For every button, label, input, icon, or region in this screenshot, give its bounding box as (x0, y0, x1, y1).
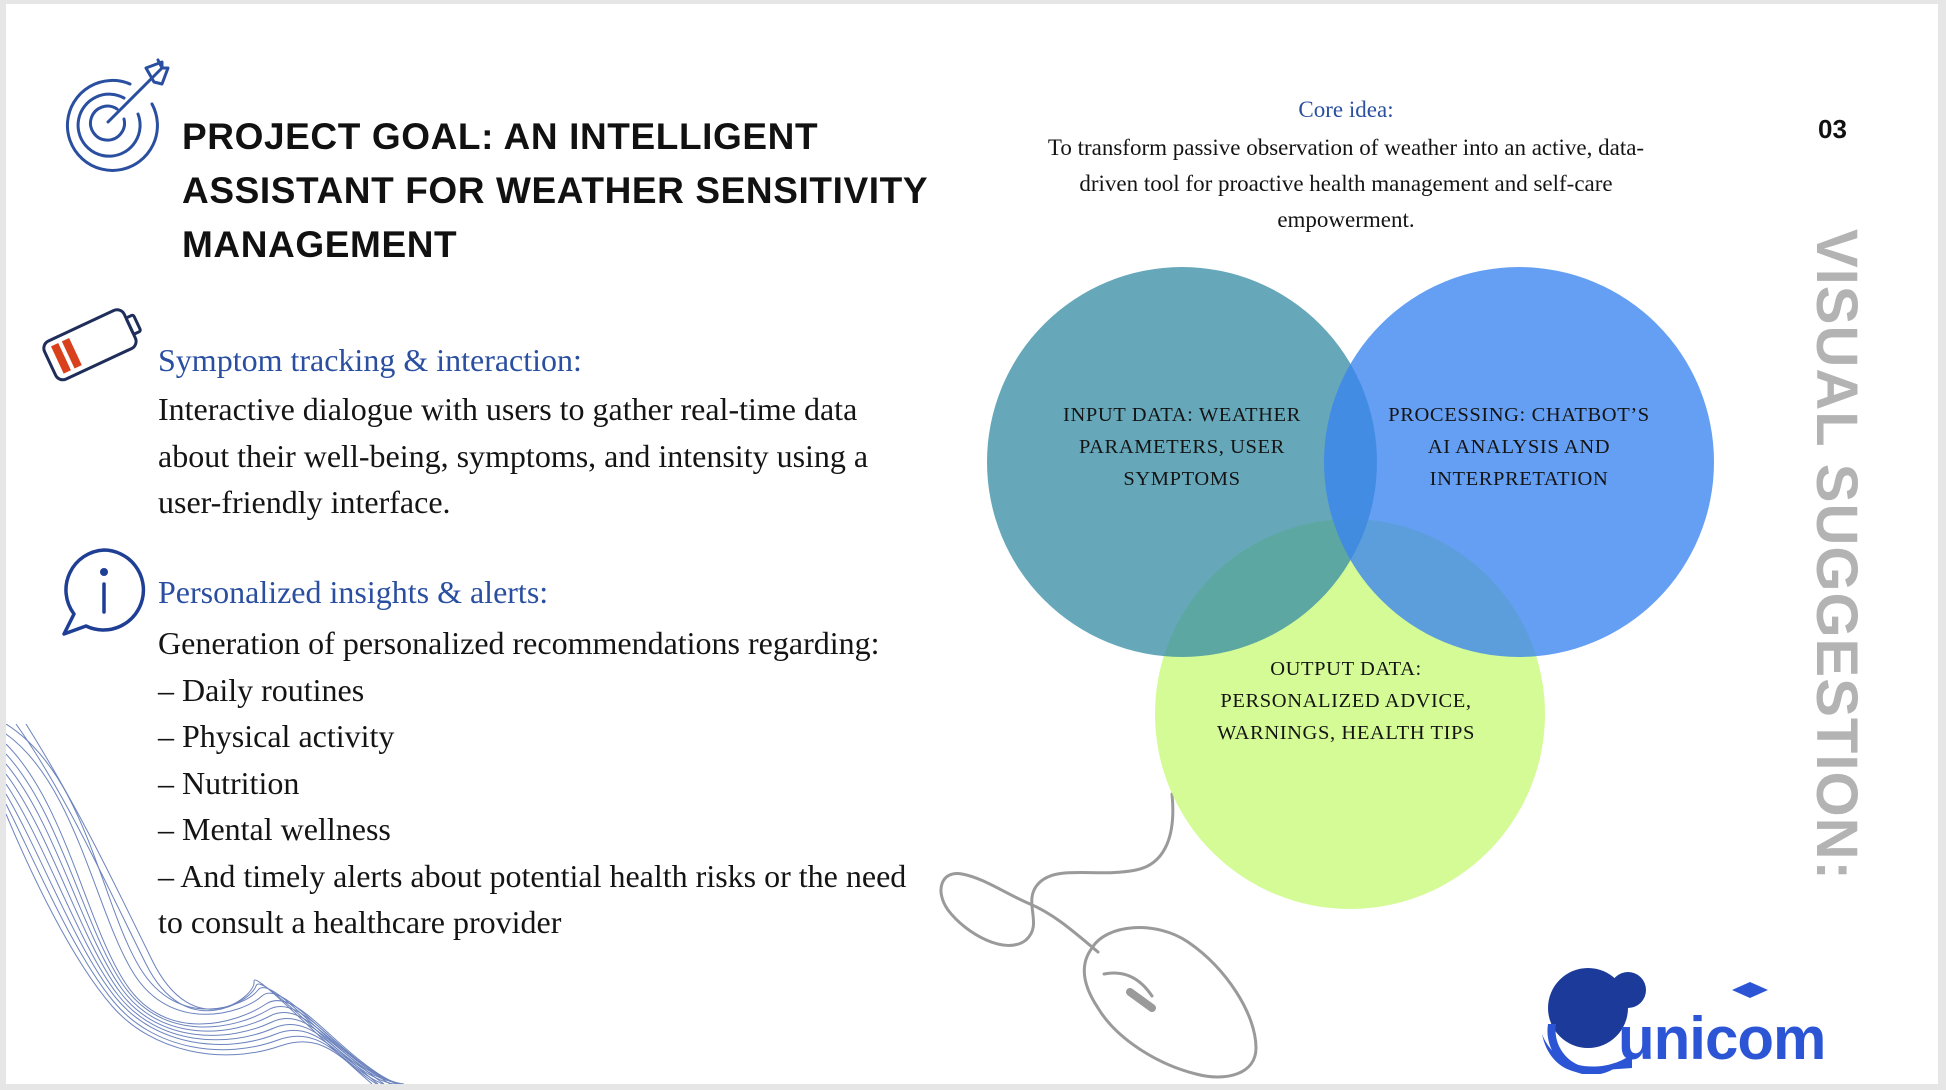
list-item: – And timely alerts about potential health risks or the need to consult a healthcare provider (158, 857, 907, 940)
battery-icon (34, 294, 154, 394)
core-idea-text: To transform passive observation of weather into an active, data-driven tool for proactive health management and self-care empowerment. (1047, 135, 1645, 232)
list-item: – Daily routines (158, 671, 365, 708)
venn-label-processing: PROCESSING: CHATBOT’S AI ANALYSIS AND INTERPRETATION (1388, 404, 1650, 490)
section-heading-personalized-insights: Personalized insights & alerts: (158, 574, 549, 610)
core-idea (1036, 94, 1656, 238)
section-body-symptom-tracking: Interactive dialogue with users to gather real-time data about their well-being, symptoms, and intensity using a user-friendly interface. (158, 391, 869, 520)
target-icon (58, 56, 178, 174)
list-item: – Mental wellness (158, 811, 391, 847)
venn-diagram (966, 254, 1726, 954)
page-number: 03 (1818, 114, 1847, 144)
list-item: – Physical activity (158, 718, 395, 754)
section-heading-symptom-tracking: Symptom tracking & interaction: (158, 342, 582, 378)
insights-intro: Generation of personalized recommendations regarding: (158, 625, 880, 661)
slide (6, 4, 1938, 1084)
visual-suggestion-label: VISUAL SUGGESTION: (1804, 229, 1869, 881)
core-idea-title: Core idea: (1298, 97, 1394, 122)
info-icon (56, 544, 152, 644)
venn-label-output: OUTPUT DATA: PERSONALIZED ADVICE, WARNINGS, HEALTH TIPS (1216, 658, 1476, 744)
section-body-personalized-insights (158, 620, 918, 946)
list-item: – Nutrition (158, 764, 300, 801)
venn-label-input: INPUT DATA: WEATHER PARAMETERS, USER SYMPTOMS (1063, 404, 1301, 490)
logo-wordmark: unicom (1618, 1005, 1826, 1072)
page-title: PROJECT GOAL: AN INTELLIGENT ASSISTANT FOR WEATHER SENSITIVITY MANAGEMENT (182, 116, 928, 265)
